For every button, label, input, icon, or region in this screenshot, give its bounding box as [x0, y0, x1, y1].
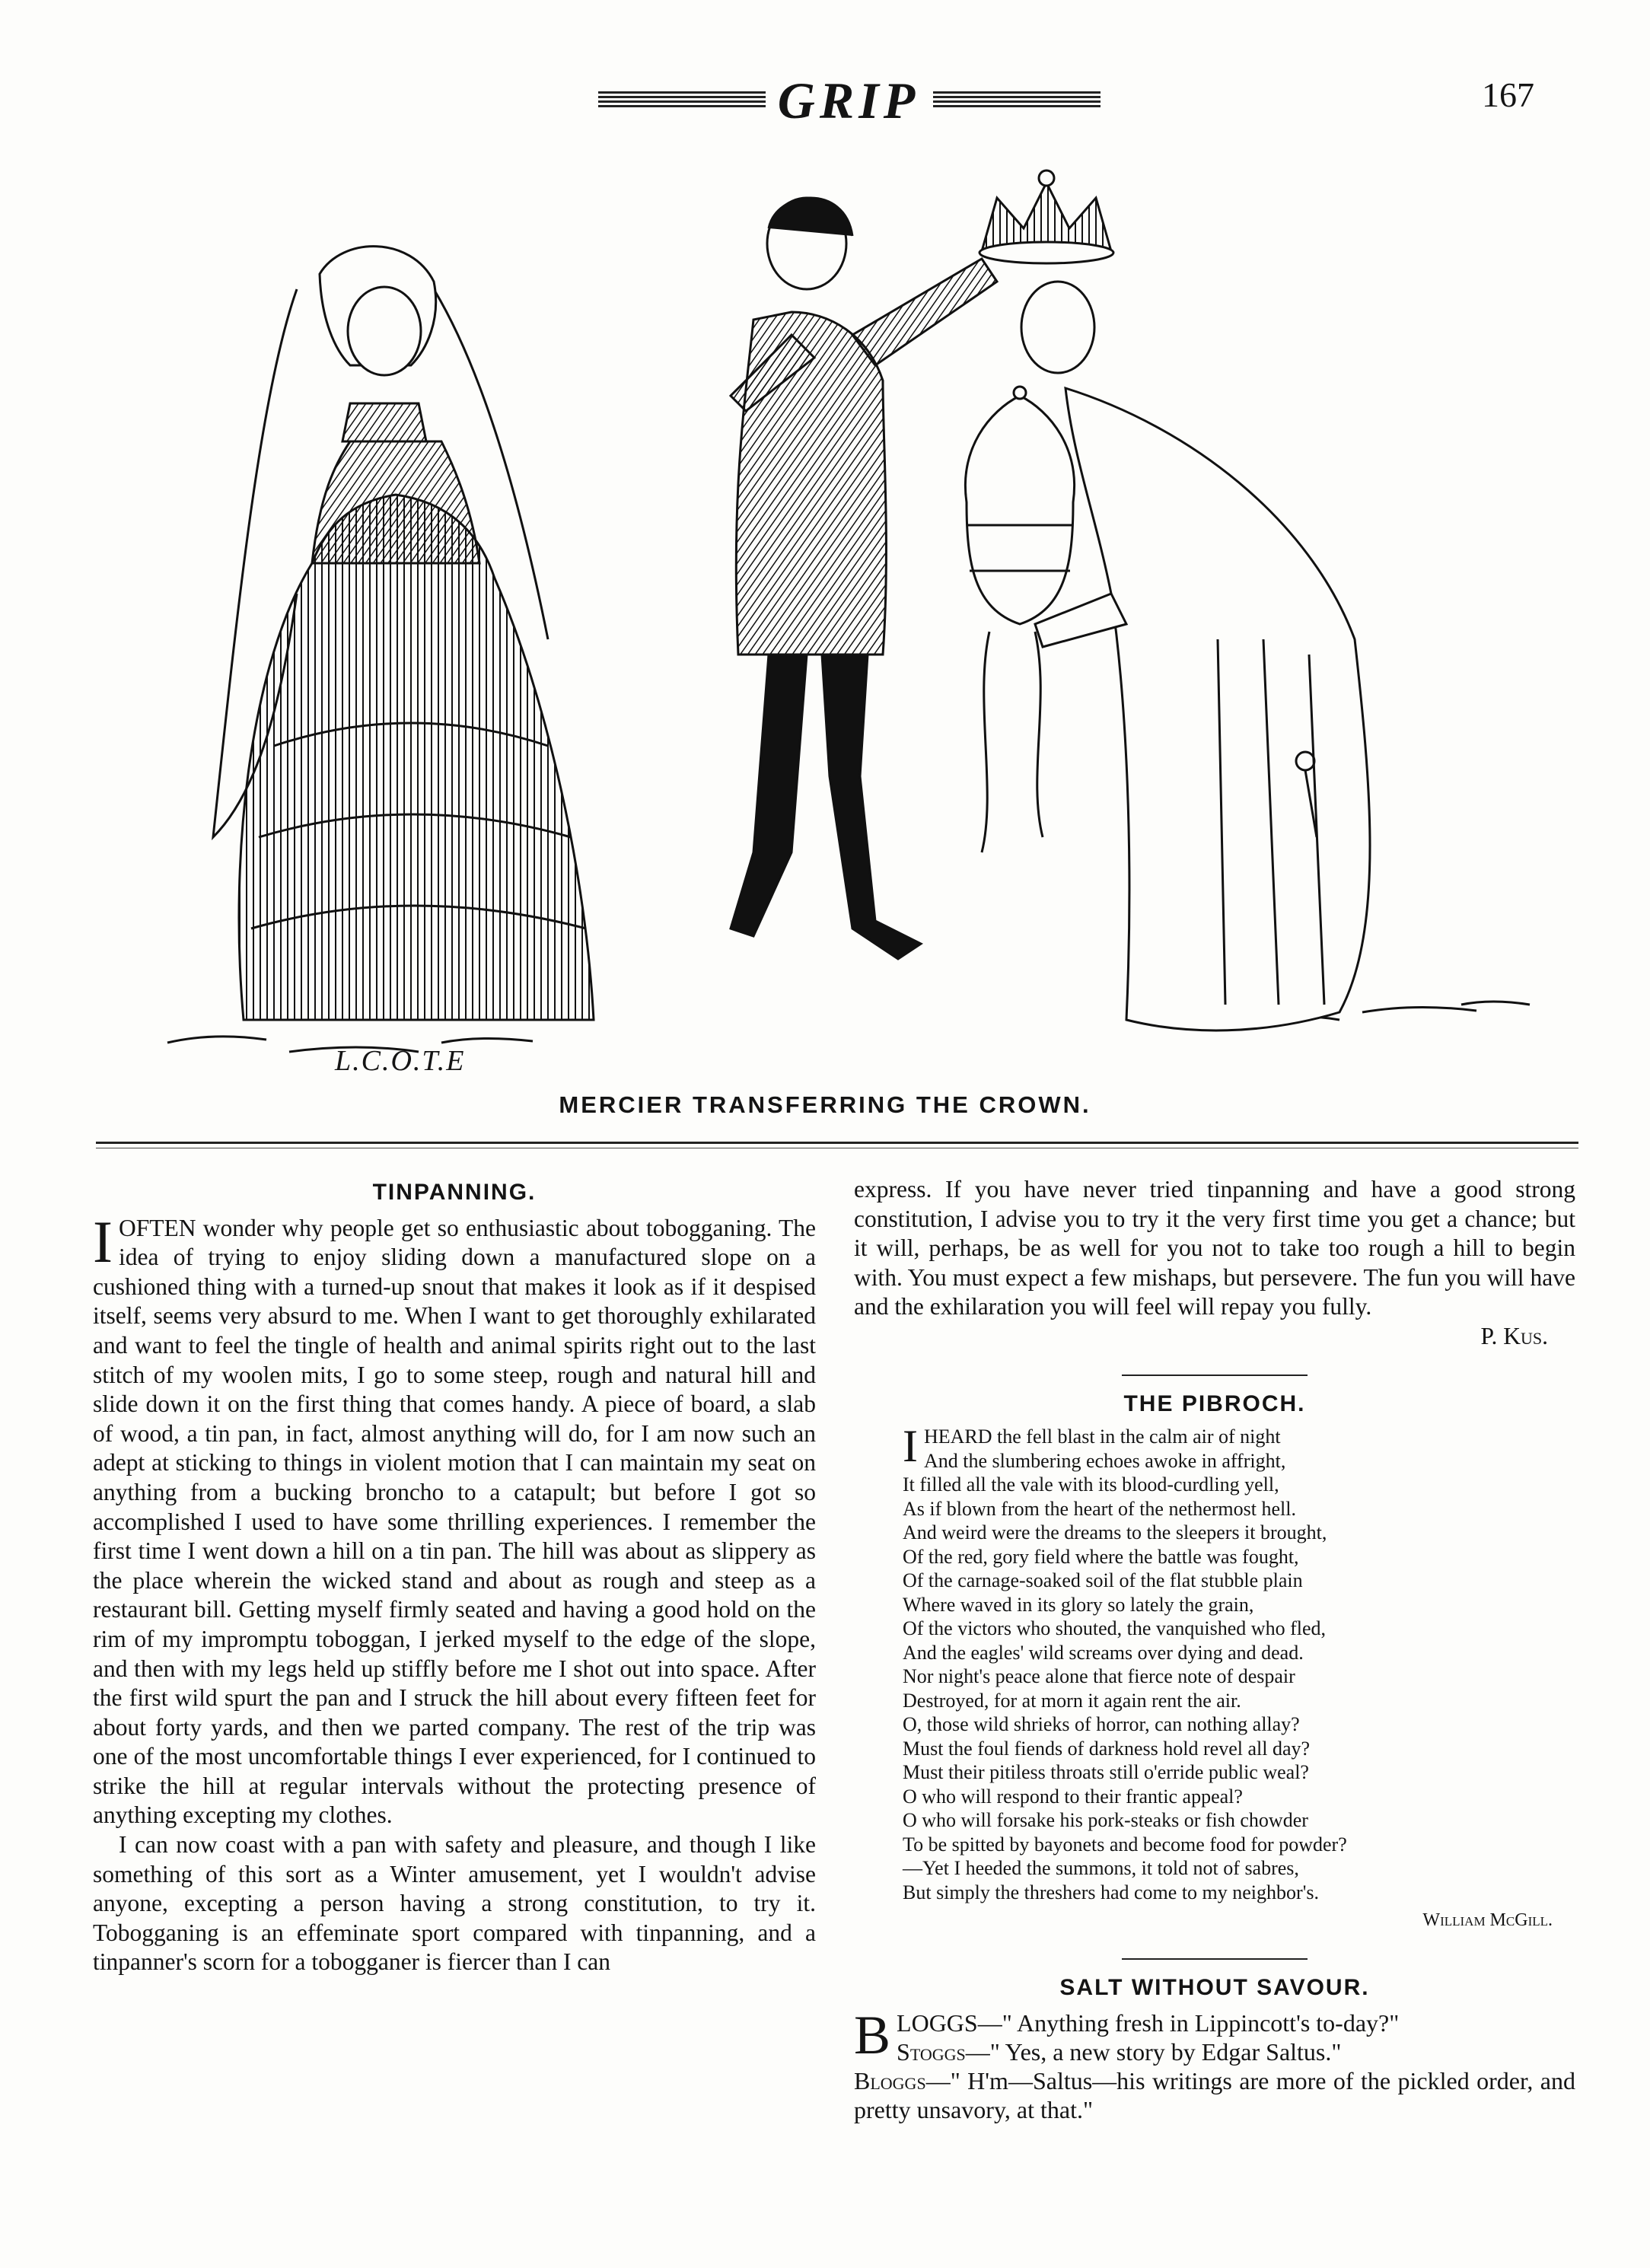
poem-line: And the eagles' wild screams over dying and dead. [903, 1641, 1304, 1664]
pope-figure [1021, 282, 1370, 1030]
page-number: 167 [1482, 75, 1534, 114]
poem-line: O, those wild shrieks of horror, can nothing allay? [903, 1713, 1300, 1736]
dialogue-text-2: —" Yes, a new story by Edgar Saltus." [965, 2038, 1342, 2066]
artist-signature: L.C.O.T.E [335, 1045, 466, 1077]
poem-line: Destroyed, for at morn it again rent the air. [903, 1689, 1241, 1712]
poem-line: Of the victors who shouted, the vanquished who fled, [903, 1617, 1327, 1640]
masthead-rule-left [598, 91, 766, 108]
poem-line: Must their pitiless throats still o'erride public weal? [903, 1761, 1309, 1784]
section-divider [1122, 1374, 1308, 1376]
tinpanning-paragraph-3: express. If you have never tried tinpanning and have a good strong constitution, I advise you to try it the very first time you get a chance; but it will, perhaps, be as well for you not to take too rough a hill to begin with. You must expect a few mishaps, but persevere. The fun you will have and the exhilaration you will feel will repay you fully. [854, 1176, 1575, 1320]
tinpanning-text-1: OFTEN wonder why people get so enthusiastic about tobogganing. The idea of trying to enjoy sliding down a manufactured slope on a cushioned thing with a turned-up snout that makes it look as if it despised itself, seems very absurd to me. When I want to get thoroughly exhilarated and want to feel the tingle of health and animal spirits right out to the last stitch of my woolen mits, I go to some steep, rough and natural hill and slide down it on the first thing that comes handy. A piece of board, a slab of wood, a tin pan, in fact, almost anything will do, for I am now such an adept at sticking to things in violent motion that I can maintain my seat on anything from a bucking broncho to a catapult; but before I got so accomplished I used to have some thrilling experiences. I remember the first time I went down a hill on a tin pan. The hill was about as slippery as the place wherein the wicked stand and about as rough and steep as a restaurant bill. Getting myself firmly seated and having a good hold on the rim of my impromptu toboggan, I jerked myself to the edge of the slope, and then with my legs held up stiffly before me I shot out into space. After the first wild spurt the pan and I struck the hill about every fifteen feet for about forty yards, and then we parted company. The rest of the trip was one of the most uncomfortable things I ever experienced, for I continued to strike the hill at regular intervals without the protecting presence of anything excepting my clothes. [93, 1214, 816, 1829]
publication-title: GRIP [777, 72, 920, 129]
tinpanning-dropcap: I [93, 1208, 113, 1275]
tinpanning-paragraph-2: I can now coast with a pan with safety and pleasure, and though I like something of this sort as a Winter amusement, yet I wouldn't advise anyone, excepting a person having a strong constitution, to try it. Tobogganing is an effeminate sport compared with tinpanning, and a tinpanner's scorn for a tobogganer is fiercer than I can [93, 1831, 816, 1976]
dialogue-text-3: —" H'm—Saltus—his writings are more of the pickled order, and pretty unsavory, at that." [854, 2067, 1575, 2124]
dialogue-text-1: —" Anything fresh in Lippincott's to-day?" [977, 2009, 1400, 2037]
queen-figure [213, 247, 594, 1020]
pibroch-signature: William McGill. [1422, 1910, 1553, 1931]
poem-line: Where waved in its glory so lately the grain, [903, 1593, 1254, 1616]
tinpanning-signature: P. Kus. [1480, 1322, 1548, 1349]
poem-line: O who will forsake his pork-steaks or fish chowder [903, 1809, 1308, 1832]
poem-line: And weird were the dreams to the sleepers it brought, [903, 1521, 1327, 1544]
dialogue-line-3 [854, 2066, 1575, 2124]
poem-line: Must the foul fiends of darkness hold revel all day? [903, 1737, 1311, 1760]
cartoon-caption: MERCIER TRANSFERRING THE CROWN. [559, 1091, 1091, 1118]
cartoon-illustration [122, 167, 1545, 1066]
crown-icon [979, 170, 1113, 263]
speaker-bloggs-2: Bloggs [854, 2067, 926, 2095]
mercier-figure [731, 198, 997, 959]
masthead [0, 70, 1650, 131]
left-column [93, 1175, 816, 1977]
pibroch-heading: THE PIBROCH. [1123, 1390, 1306, 1416]
poem-line: To be spitted by bayonets and become food for powder? [903, 1833, 1347, 1855]
poem-line: Of the carnage-soaked soil of the flat stubble plain [903, 1569, 1303, 1592]
pibroch-poem [903, 1421, 1575, 1904]
speaker-bloggs: LOGGS [897, 2009, 978, 2037]
speaker-stoggs: Stoggs [897, 2038, 966, 2066]
poem-line: —Yet I heeded the summons, it told not of sabres, [903, 1857, 1299, 1880]
salt-dropcap: B [854, 2005, 891, 2066]
poem-line: HEARD the fell blast in the calm air of night [923, 1425, 1281, 1448]
salt-dialogue [854, 2005, 1575, 2124]
tinpanning-paragraph-1 [93, 1208, 816, 1830]
right-column [854, 1175, 1575, 2124]
pibroch-dropcap: I [903, 1421, 918, 1472]
poem-line: It filled all the vale with its blood-curdling yell, [903, 1473, 1279, 1496]
poem-line: As if blown from the heart of the nethermost hell. [903, 1497, 1296, 1520]
poem-line: And the slumbering echoes awoke in affright, [923, 1449, 1286, 1472]
poem-line: O who will respond to their frantic appeal? [903, 1785, 1243, 1808]
tinpanning-heading: TINPANNING. [372, 1180, 537, 1205]
poem-line: Nor night's peace alone that fierce note of despair [903, 1665, 1295, 1688]
poem-line: But simply the threshers had come to my neighbor's. [903, 1881, 1319, 1903]
poem-line: Of the red, gory field where the battle was fought, [903, 1545, 1299, 1568]
dialogue-line-2 [854, 2037, 1575, 2066]
salt-heading: SALT WITHOUT SAVOUR. [1059, 1974, 1370, 2000]
caption-rule [96, 1142, 1578, 1144]
masthead-rule-right [933, 91, 1101, 108]
section-divider [1122, 1958, 1308, 1960]
